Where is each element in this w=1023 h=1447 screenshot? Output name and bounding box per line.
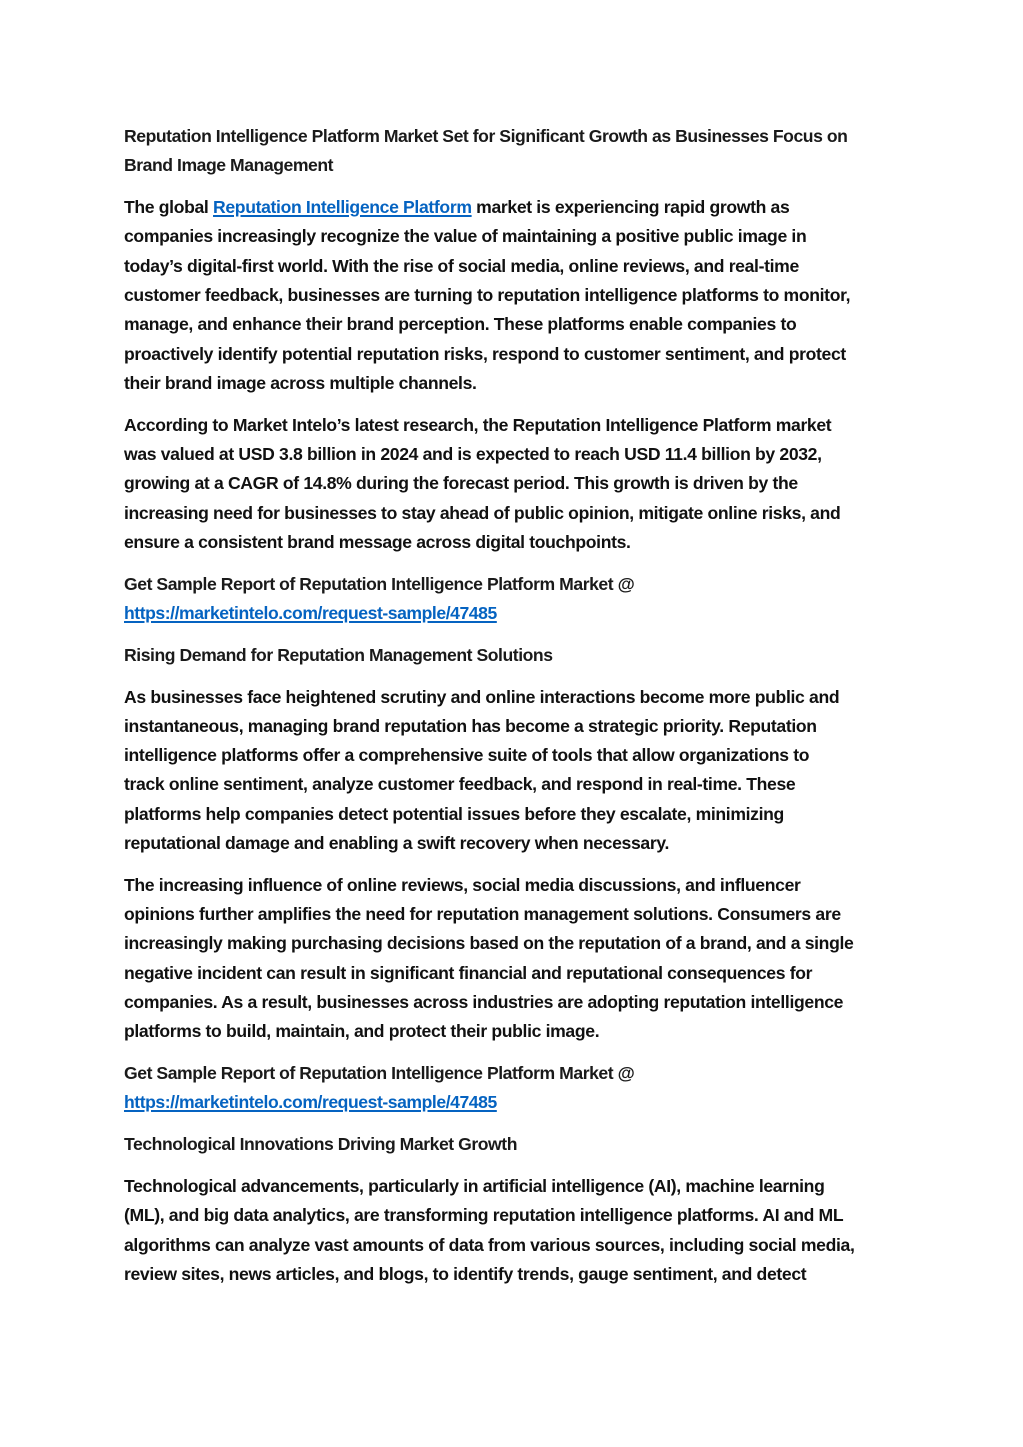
paragraph-line: platforms help companies detect potential issues before they escalate, minimizing (124, 803, 784, 824)
paragraph-line: The increasing influence of online reviews, social media discussions, and influencer (124, 874, 801, 895)
section-heading: Rising Demand for Reputation Management Solutions (124, 644, 553, 665)
intro-line: customer feedback, businesses are turning to reputation intelligence platforms to monitor, (124, 284, 851, 305)
paragraph-line: algorithms can analyze vast amounts of data from various sources, including social media, (124, 1234, 855, 1255)
market-line: increasing need for businesses to stay ahead of public opinion, mitigate online risks, and (124, 502, 841, 523)
market-line: growing at a CAGR of 14.8% during the forecast period. This growth is driven by the (124, 473, 798, 494)
intro-line: proactively identify potential reputation risks, respond to customer sentiment, and protect (124, 343, 846, 364)
paragraph-line: reputational damage and enabling a swift recovery when necessary. (124, 833, 670, 854)
paragraph-line: Technological advancements, particularly in artificial intelligence (AI), machine learning (124, 1176, 825, 1196)
intro-line: their brand image across multiple channels. (124, 372, 477, 393)
paragraph-line: opinions further amplifies the need for reputation management solutions. Consumers are (124, 904, 841, 925)
paragraph-line: track online sentiment, analyze customer feedback, and respond in real-time. These (124, 774, 796, 795)
document-title (124, 122, 914, 181)
intro-line (124, 193, 914, 222)
title-line: Reputation Intelligence Platform Market Set for Significant Growth as Businesses Focus on (124, 126, 848, 146)
title-line: Brand Image Management (124, 155, 334, 176)
tech-innovations-paragraph-1 (124, 1172, 914, 1289)
reputation-platform-link[interactable]: Reputation Intelligence Platform (213, 197, 472, 218)
sample-report-link[interactable]: https://marketintelo.com/request-sample/47485 (124, 1092, 497, 1113)
intro-line: manage, and enhance their brand perception. These platforms enable companies to (124, 314, 797, 335)
sample-report-label: Get Sample Report of Reputation Intelligence Platform Market @ (124, 1063, 635, 1084)
paragraph-line: (ML), and big data analytics, are transforming reputation intelligence platforms. AI and ML (124, 1205, 844, 1226)
paragraph-line: As businesses face heightened scrutiny and online interactions become more public and (124, 686, 840, 707)
document-page (124, 122, 914, 1302)
intro-paragraph (124, 193, 914, 398)
paragraph-line: negative incident can result in significant financial and reputational consequences for (124, 962, 813, 983)
sample-report-block-1 (124, 570, 914, 629)
section-heading-rising-demand (124, 641, 914, 670)
sample-report-link[interactable]: https://marketintelo.com/request-sample/47485 (124, 602, 497, 623)
intro-line: companies increasingly recognize the value of maintaining a positive public image in (124, 226, 807, 247)
market-size-paragraph (124, 411, 914, 557)
market-line: ensure a consistent brand message across digital touchpoints. (124, 531, 631, 552)
section-heading-tech-innovations (124, 1130, 914, 1159)
intro-line: today’s digital-first world. With the rise of social media, online reviews, and real-time (124, 255, 799, 276)
paragraph-line: intelligence platforms offer a comprehensive suite of tools that allow organizations to (124, 745, 810, 766)
sample-report-block-2 (124, 1059, 914, 1118)
section-heading: Technological Innovations Driving Market Growth (124, 1134, 517, 1155)
market-line: According to Market Intelo’s latest research, the Reputation Intelligence Platform market (124, 414, 832, 435)
paragraph-line: increasingly making purchasing decisions based on the reputation of a brand, and a single (124, 933, 854, 954)
paragraph-line: review sites, news articles, and blogs, to identify trends, gauge sentiment, and detect (124, 1263, 807, 1284)
market-line: was valued at USD 3.8 billion in 2024 and is expected to reach USD 11.4 billion by 2032, (124, 443, 822, 464)
paragraph-line: instantaneous, managing brand reputation has become a strategic priority. Reputation (124, 715, 817, 736)
intro-prefix: The global (124, 197, 214, 218)
rising-demand-paragraph-1 (124, 683, 914, 859)
rising-demand-paragraph-2 (124, 871, 914, 1047)
paragraph-line: companies. As a result, businesses across industries are adopting reputation intelligence (124, 992, 844, 1013)
intro-suffix: market is experiencing rapid growth as (471, 197, 790, 218)
paragraph-line: platforms to build, maintain, and protect their public image. (124, 1021, 600, 1042)
sample-report-label: Get Sample Report of Reputation Intelligence Platform Market @ (124, 573, 635, 594)
